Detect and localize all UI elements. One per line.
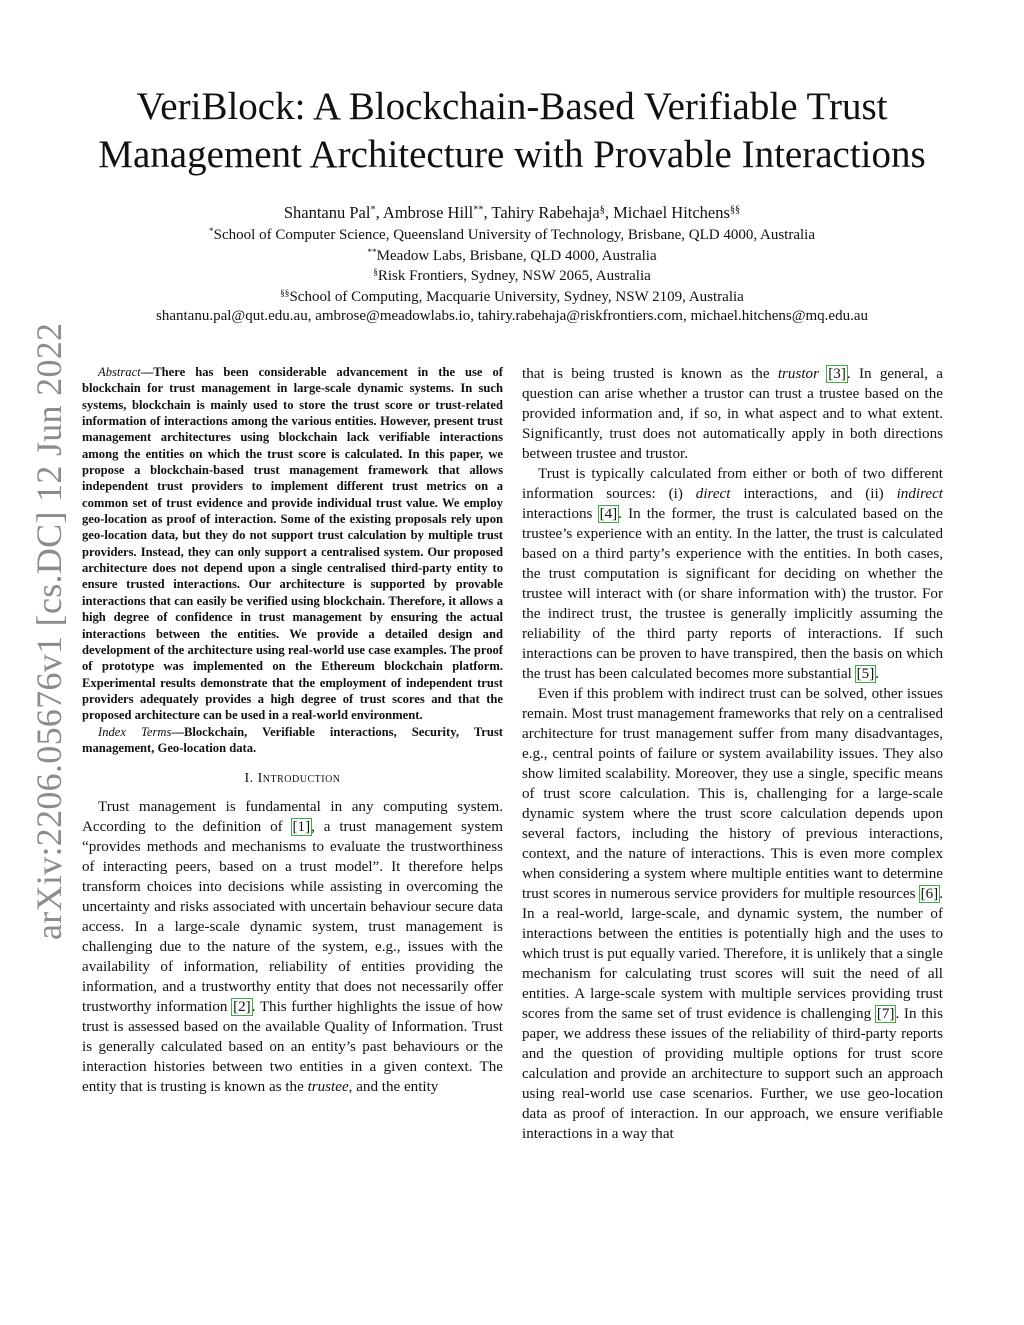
text-run: , and the entity: [348, 1079, 439, 1096]
affiliation-mark: §: [373, 267, 378, 278]
affiliation: [60, 287, 964, 308]
affiliation-mark: **: [367, 247, 377, 258]
affiliation-text: School of Computing, Macquarie University, Sydney, NSW 2109, Australia: [289, 288, 744, 305]
right-column: [522, 364, 943, 1144]
term-italic: trustee: [307, 1079, 349, 1096]
affiliation-mark: *: [209, 226, 214, 237]
intro-paragraph: [522, 464, 943, 684]
citation-link[interactable]: [5]: [856, 666, 875, 682]
abstract-text: —There has been considerable advancement in the use of blockchain for trust management in large-scale dynamic systems. In such systems, blockchain is mainly used to store the trust score or trust-related information of interactions among the various entities. However, present trust management architectures using blockchain lack verifiable interactions among the entities on which the trust score is calculated. In this paper, we propose a blockchain-based trust management framework that allows independent trust providers to implement different trust metrics on a common set of trust evidence and provide individual trust value. We employ geo-location as proof of interaction. Some of the existing proposals rely upon geo-location data, but they do not support trust calculation by multiple trust providers. Instead, they can only support a centralised system. Our proposed architecture does not depend upon a single centralised third-party entity to ensure trusted interactions. Our architecture is supported by provable interactions that can easily be verified using blockchain. Therefore, it allows a high degree of confidence in trust management by ensuring the actual interactions between the entities. We provide a detailed design and development of the architecture using real-world use case examples. The proof of prototype was implemented on the Ethereum blockchain platform. Experimental results demonstrate that the employment of independent trust providers adequately provides a high degree of trust scores and that the proposed architecture can be used in a real-world environment.: [82, 365, 503, 723]
arxiv-identifier[interactable]: arXiv:2206.05676v1 [cs.DC] 12 Jun 2022: [29, 322, 69, 940]
term-italic: indirect: [896, 486, 943, 502]
text-run: Even if this problem with indirect trust can be solved, other issues remain. Most trust management frameworks that rely on a centralised architecture for trust management suffer from many disadvantages, e.g., central points of failure or system availability issues. They also show limited scalability. Moreover, they use a single, specific means of trust score calculation. This is, challenging for a large-scale dynamic system where the trust score calculation depends upon several factors, including the history of previous interactions, context, and the nature of interactions. This is even more complex when considering a system where multiple entities want to determine trust scores in numerous service providers for multiple resources: [522, 686, 943, 902]
citation-link[interactable]: [4]: [599, 506, 618, 522]
text-run: . In this paper, we address these issues of the reliability of third-party reports and the question of providing multiple options for trust score calculation and provide an architecture to support such an approach using real-world use case scenarios. Further, we use geo-location data as proof of interaction. In our approach, we ensure verifiable interactions in a way that: [522, 1006, 943, 1142]
affiliation: [60, 246, 964, 267]
affiliation-list: [60, 225, 964, 307]
text-run: . This further highlights the issue of how trust is assessed based on the available Quality of Information. Trust is generally calculated based on an entity’s past behaviours or the interaction histories between two entities in a given context. The entity that is trusting is known as the: [82, 999, 503, 1096]
citation-link[interactable]: [7]: [876, 1006, 895, 1022]
author-name: Tahiry Rabehaja: [491, 203, 600, 222]
author-emails[interactable]: shantanu.pal@qut.edu.au, ambrose@meadowlabs.io, tahiry.rabehaja@riskfrontiers.com, michael.hitchens@mq.edu.au: [156, 308, 868, 324]
author-name: Michael Hitchens: [613, 203, 730, 222]
left-column: [82, 364, 503, 1097]
title-line-1: VeriBlock: A Blockchain-Based Verifiable Trust: [136, 85, 888, 128]
text-run: .: [875, 666, 880, 682]
author-mark: §: [599, 204, 605, 216]
intro-paragraph: [522, 684, 943, 1144]
text-run: Trust is typically calculated from either or both of two different information sources: (i): [522, 466, 943, 502]
text-run: interactions, and (ii): [730, 486, 897, 502]
author-name: Shantanu Pal: [283, 203, 371, 222]
author-mark: *: [370, 204, 376, 216]
affiliation-text: Risk Frontiers, Sydney, NSW 2065, Australia: [377, 268, 651, 284]
affiliation-text: School of Computer Science, Queensland University of Technology, Brisbane, QLD 4000, Australia: [213, 227, 815, 243]
index-terms: [82, 724, 503, 757]
paper-title: [60, 83, 964, 179]
affiliation: [60, 225, 964, 246]
text-run: , a trust management system “provides methods and mechanisms to evaluate the trustworthiness of interacting peers, based on a trust model”. It therefore helps transform choices into decisions while assisting in overcoming the uncertainty and risks associated with uncertain behaviour secure data access. In a large-scale dynamic system, trust management is challenging due to the nature of the system, e.g., issues with the availability of information, reliability of entities providing the information, and a trustworthy entity that does not necessarily offer trustworthy information: [82, 819, 503, 1016]
intro-paragraph: [82, 797, 503, 1097]
index-terms-text: —Blockchain, Verifiable interactions, Security, Trust management, Geo-location data.: [82, 724, 503, 755]
citation-link[interactable]: [2]: [233, 999, 251, 1016]
section-heading: I. Introduction: [244, 771, 341, 787]
affiliation-mark: §§: [280, 288, 290, 299]
intro-paragraph: [522, 364, 943, 464]
citation-link[interactable]: [3]: [828, 366, 846, 382]
author-list: Shantanu Pal*, Ambrose Hill**, Tahiry Rabehaja§, Michael Hitchens§§: [283, 203, 741, 222]
text-run: Trust management is fundamental in any computing system. According to the definition of: [82, 799, 503, 836]
citation-link[interactable]: [6]: [920, 886, 939, 902]
term-italic: direct: [695, 486, 731, 502]
text-run: . In the former, the trust is calculated based on the trustee’s experience with an entity. In the latter, the trust is calculated based on a third party’s experience with the entities. In both cases, the trust computation is significant for deciding on whether the trustee will interact with (or share information with) the trustor. For the indirect trust, the trustee is generally implicitly assuming the reliability of the third party reports of interactions. If such interactions can be proven to have transpired, then the basis on which the trust has been calculated becomes more substantial: [522, 506, 944, 682]
text-run: interactions: [522, 506, 599, 522]
term-italic: trustor: [777, 366, 819, 382]
text-run: . In general, a question can arise whether a trustor can trust a trustee based on the provided information and, if so, in what aspect and to what extent. Significantly, trust does not automatically apply in both directions between trustee and trustor.: [522, 366, 943, 462]
author-mark: §§: [729, 204, 741, 216]
text-run: that is being trusted is known as the: [522, 366, 778, 382]
affiliation: [60, 266, 964, 287]
author-name: Ambrose Hill: [382, 203, 474, 222]
citation-link[interactable]: [1]: [292, 819, 311, 836]
index-terms-label: Index Terms: [98, 724, 172, 739]
text-run: . In a real-world, large-scale, and dynamic system, the number of interactions between the entities is potentially high and the uses to which trust is put equally varied. Therefore, it is unlikely that a single mechanism for calculating trust scores will suit the need of all entities. A large-scale system with multiple services providing trust scores from the same set of trust evidence is challenging: [522, 886, 943, 1022]
abstract-label: Abstract: [98, 365, 141, 379]
affiliation-text: Meadow Labs, Brisbane, QLD 4000, Australia: [376, 247, 657, 264]
author-mark: **: [473, 204, 484, 216]
title-line-2: Management Architecture with Provable Interactions: [98, 133, 926, 176]
abstract: [82, 364, 503, 724]
